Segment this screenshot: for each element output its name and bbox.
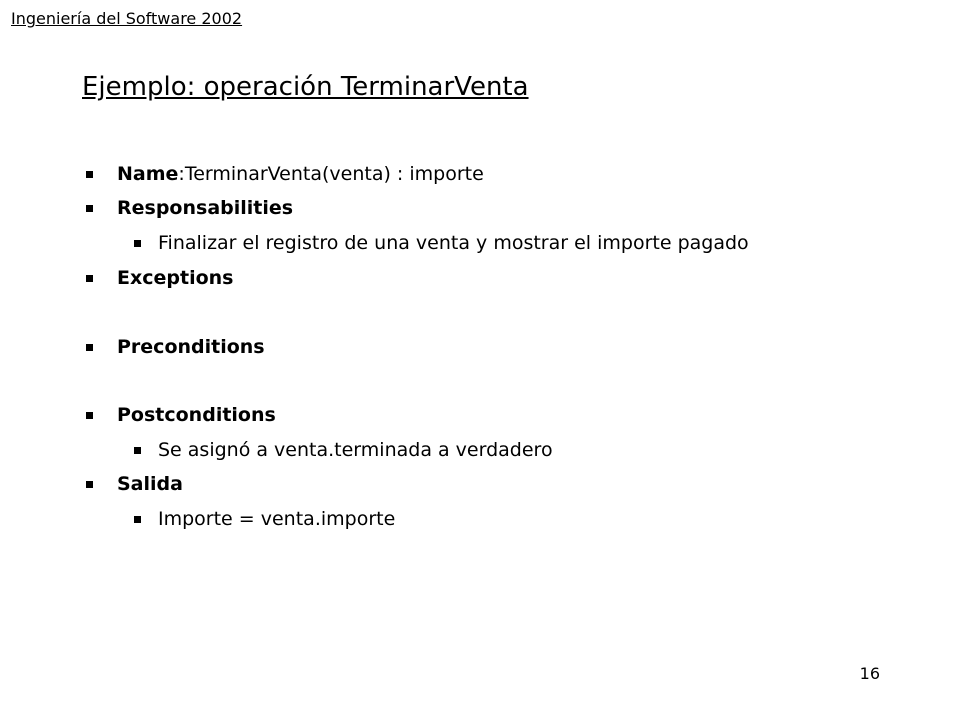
square-bullet-icon [86,481,93,488]
square-bullet-icon [86,205,93,212]
square-bullet-icon [134,447,141,454]
list-item-salida-detail [134,508,395,530]
square-bullet-icon [134,240,141,247]
name-value: :TerminarVenta(venta) : importe [178,163,484,185]
course-header: Ingeniería del Software 2002 [11,9,243,28]
square-bullet-icon [86,344,93,351]
list-item-responsabilities-detail [134,232,749,254]
list-item-responsabilities [86,197,293,219]
page-number: 16 [859,664,880,683]
list-item-postconditions-detail [134,439,553,461]
square-bullet-icon [134,516,141,523]
list-item-preconditions [86,336,265,358]
square-bullet-icon [86,412,93,419]
list-item-exceptions [86,267,233,289]
list-item-postconditions [86,404,276,426]
salida-detail-text: Importe = venta.importe [158,508,396,530]
name-label: Name [117,163,179,185]
square-bullet-icon [86,171,93,178]
square-bullet-icon [86,275,93,282]
salida-label: Salida [117,473,183,495]
slide-title: Ejemplo: operación TerminarVenta [82,72,529,102]
responsabilities-label: Responsabilities [117,197,294,219]
postconditions-detail-text: Se asignó a venta.terminada a verdadero [158,439,553,461]
list-item-name [86,163,484,185]
preconditions-label: Preconditions [117,336,265,358]
postconditions-label: Postconditions [117,404,276,426]
exceptions-label: Exceptions [117,267,234,289]
responsabilities-detail-text: Finalizar el registro de una venta y mostrar el importe pagado [158,232,749,254]
list-item-salida [86,473,183,495]
